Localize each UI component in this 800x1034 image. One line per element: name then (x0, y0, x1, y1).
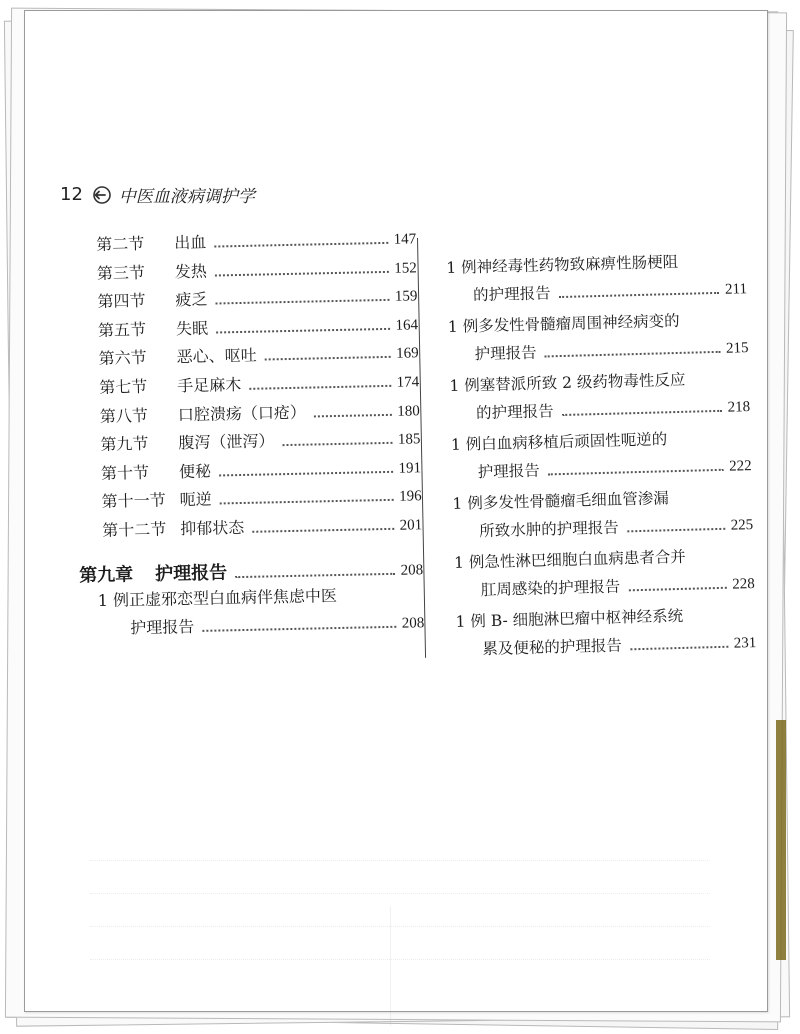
toc-section-title: 发热 (174, 261, 208, 281)
toc-section-number: 第三节 (96, 262, 146, 283)
toc-page-number: 152 (394, 259, 417, 277)
report-title-line2: 累及便秘的护理报告 (482, 636, 623, 659)
toc-section-title: 失眠 (175, 318, 209, 339)
dot-leader (235, 572, 395, 577)
left-toc-column (78, 225, 425, 643)
toc-page-number: 201 (399, 517, 423, 534)
toc-page-number: 191 (398, 459, 422, 477)
curved-arrow-left-icon (91, 185, 111, 205)
dot-leader (252, 528, 393, 533)
report-page: 218 (727, 399, 751, 416)
dot-leader (627, 528, 725, 533)
dot-leader (265, 356, 390, 361)
toc-section-title: 口腔溃疡（口疮） (177, 402, 307, 424)
report-title-line2-row (479, 510, 754, 546)
dot-leader (628, 587, 726, 592)
right-toc-column (446, 246, 757, 667)
dot-leader (314, 413, 392, 417)
dot-leader (562, 410, 722, 416)
report-title-line1: 1 例神经毒性药物致麻痹性肠梗阻 (446, 252, 679, 277)
toc-section-title: 出血 (174, 232, 207, 253)
report-entry (452, 482, 753, 547)
dot-leader (202, 625, 395, 631)
report-title-line2: 护理报告 (130, 616, 195, 637)
toc-entry (102, 511, 423, 546)
dot-leader (630, 646, 728, 651)
dot-leader (559, 292, 720, 298)
report-entry (449, 364, 750, 429)
toc-section-number: 第十一节 (101, 490, 166, 512)
report-title-line2: 的护理报告 (472, 284, 551, 305)
toc-section-title: 恶心、呕吐 (176, 346, 257, 367)
chapter-title: 护理报告 (154, 561, 228, 585)
toc-section-title: 抑郁状态 (180, 517, 245, 539)
report-title-line1: 1 例多发性骨髓瘤毛细血管渗漏 (452, 489, 670, 513)
dot-leader (545, 351, 720, 358)
toc-section-number: 第十节 (100, 462, 150, 483)
toc-section-title: 便秘 (178, 461, 212, 482)
report-title-line2: 护理报告 (474, 343, 537, 364)
toc-page-number: 169 (395, 345, 419, 363)
report-entry (451, 423, 752, 488)
report-entry (454, 541, 755, 606)
report-page: 215 (725, 340, 749, 357)
report-page: 211 (724, 281, 748, 298)
report-title-line1: 1 例白血病移植后顽固性呃逆的 (450, 430, 668, 454)
report-title-line2-row (482, 628, 757, 664)
chapter-number: 第九章 (78, 563, 134, 586)
dot-leader (220, 499, 393, 505)
report-page: 228 (732, 576, 755, 593)
report-title-line2-row (130, 608, 425, 643)
report-page: 231 (733, 635, 757, 652)
toc-section-number: 第六节 (98, 348, 147, 369)
toc-section-title: 手足麻木 (177, 374, 242, 396)
dot-leader (214, 242, 387, 248)
toc-page-number: 174 (396, 374, 420, 391)
toc-section-number: 第五节 (97, 319, 147, 340)
toc-section-number: 第七节 (99, 376, 148, 397)
report-title-line2: 肛周感染的护理报告 (480, 577, 621, 600)
report-title-line1: 1 例多发性骨髓瘤周围神经病变的 (447, 311, 680, 336)
toc-page-number: 159 (394, 288, 418, 305)
report-title-line2-row (480, 569, 755, 605)
toc-section-number: 第四节 (97, 291, 146, 312)
report-title-line1: 1 例 B- 细胞淋巴瘤中枢神经系统 (455, 606, 684, 631)
report-title-line1: 1 例急性淋巴细胞白血病患者合并 (453, 547, 687, 572)
book-title: 中医血液病调护学 (118, 187, 255, 207)
page-header (60, 182, 255, 207)
report-title-line1: 1 例正虚邪恋型白血病伴焦虑中医 (97, 585, 338, 610)
toc-page-number: 185 (397, 431, 421, 448)
toc-page-number: 180 (397, 402, 420, 420)
page-number: 12 (60, 184, 83, 205)
report-entry (446, 246, 747, 311)
right-toc-list (446, 246, 757, 665)
toc-section-number: 第九节 (100, 434, 149, 455)
book-edge-accent (776, 720, 786, 960)
report-title-line2-row (474, 333, 749, 369)
chapter-page: 208 (400, 561, 424, 579)
toc-section-number: 第八节 (99, 405, 149, 426)
report-title-line2: 的护理报告 (475, 402, 554, 423)
left-toc-list (96, 225, 423, 546)
toc-section-number: 第二节 (96, 233, 145, 254)
toc-page-number: 164 (395, 317, 419, 334)
dot-leader (216, 299, 389, 305)
dot-leader (216, 328, 389, 334)
report-title-line2-row (476, 392, 751, 428)
report-title-line2-row (477, 451, 752, 487)
report-page: 222 (728, 458, 752, 475)
report-page: 208 (401, 614, 425, 632)
report-entry (448, 305, 749, 370)
report-title-line2-row (473, 274, 748, 310)
toc-section-title: 腹泻（泄泻） (178, 431, 275, 453)
dot-leader (215, 270, 388, 276)
toc-page-number: 147 (393, 231, 417, 248)
report-entry (97, 580, 425, 644)
report-title-line2: 护理报告 (477, 461, 540, 482)
report-title-line2: 所致水肿的护理报告 (479, 518, 619, 541)
report-page: 225 (730, 517, 754, 534)
dot-leader (283, 442, 393, 446)
toc-section-title: 疲乏 (175, 289, 208, 310)
report-title-line1: 1 例塞替派所致 2 级药物毒性反应 (449, 370, 686, 395)
toc-page-number: 196 (398, 488, 422, 506)
dot-leader (548, 469, 723, 476)
dot-leader (249, 385, 390, 390)
report-entry (455, 600, 756, 665)
dot-leader (219, 471, 392, 477)
toc-section-title: 呃逆 (179, 489, 212, 510)
toc-section-number: 第十二节 (102, 519, 167, 540)
